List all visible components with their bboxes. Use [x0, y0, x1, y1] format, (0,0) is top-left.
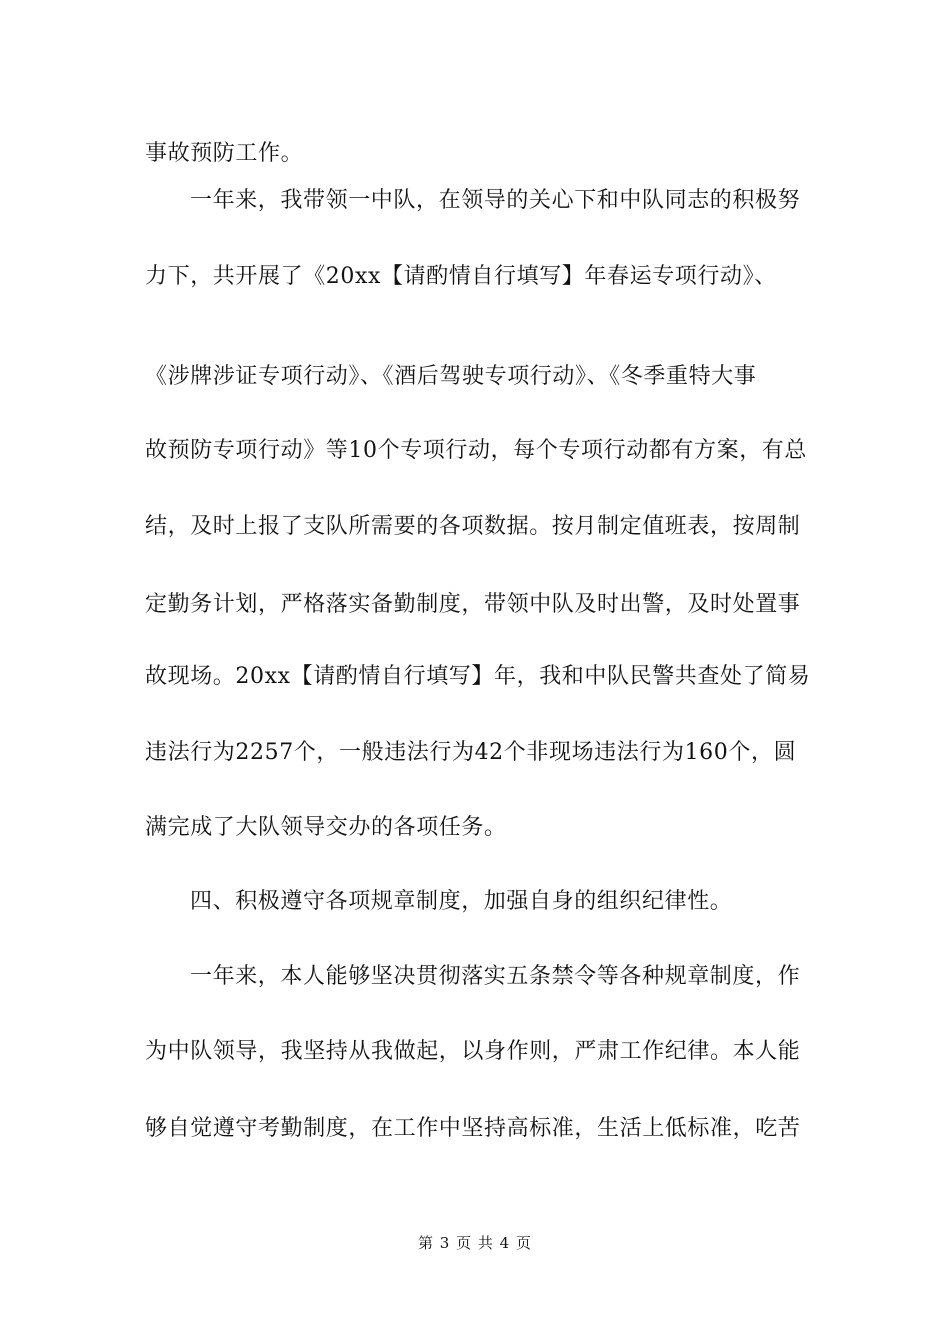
- page-footer: 第 3 页 共 4 页: [418, 1234, 532, 1252]
- text-line-7: 定勤务计划，严格落实备勤制度，带领中队及时出警，及时处置事: [145, 592, 801, 617]
- text-line-10: 满完成了大队领导交办的各项任务。: [145, 815, 507, 840]
- text-line-6: 结，及时上报了支队所需要的各项数据。按月制定值班表，按周制: [145, 514, 801, 539]
- text-line-4: 《涉牌涉证专项行动》、《酒后驾驶专项行动》、《冬季重特大事: [145, 364, 757, 389]
- section-heading: 四、积极遵守各项规章制度，加强自身的组织纪律性。: [190, 889, 733, 914]
- text-line-1: 事故预防工作。: [145, 141, 304, 166]
- text-line-13: 为中队领导，我坚持从我做起，以身作则，严肃工作纪律。本人能: [145, 1039, 801, 1064]
- paragraph-first-line: 一年来，本人能够坚决贯彻落实五条禁令等各种规章制度，作: [190, 964, 801, 989]
- text-line-3: 力下，共开展了《20xx【请酌情自行填写】年春运专项行动》、: [145, 264, 777, 289]
- text-line-8: 故现场。20xx【请酌情自行填写】年，我和中队民警共查处了简易: [145, 664, 811, 689]
- text-line-5: 故预防专项行动》等10个专项行动，每个专项行动都有方案，有总: [145, 438, 807, 463]
- text-line-14: 够自觉遵守考勤制度，在工作中坚持高标准，生活上低标准，吃苦: [145, 1116, 801, 1141]
- text-line-9: 违法行为2257个，一般违法行为42个非现场违法行为160个，圆: [145, 740, 797, 765]
- paragraph-first-line: 一年来，我带领一中队，在领导的关心下和中队同志的积极努: [190, 188, 801, 213]
